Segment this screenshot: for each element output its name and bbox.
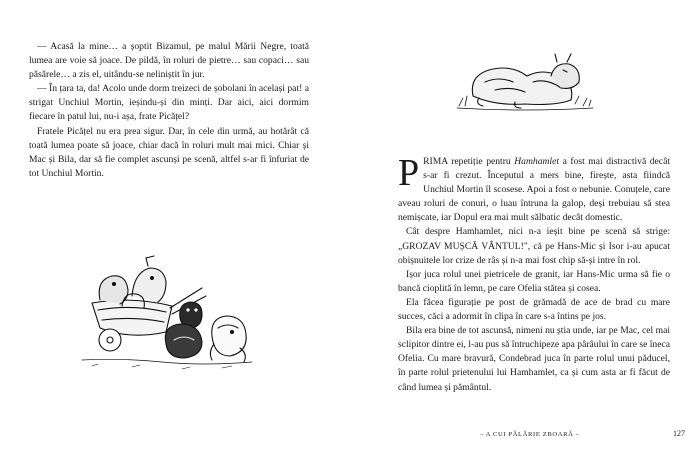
play-title-italic: Hamhamlet xyxy=(514,156,560,167)
running-title: – A CUI PĂLĂRIE ZBOARĂ – xyxy=(480,431,580,438)
wheelbarrow-illustration xyxy=(62,248,262,378)
drop-cap: P xyxy=(398,152,420,194)
right-page xyxy=(350,0,700,469)
right-paragraph-4: Ela făcea figurație pe post de grămadă de ace de brad cu mare succes, căci a adormit în clipa în care s-a întins pe jos. xyxy=(398,296,670,323)
left-paragraph-1: — Acasă la mine… a șoptit Bizamul, pe malul Mării Negre, toată lumea are voie să joace. De pildă, în roluri de pietre… sau copaci… sau păsărele… a zis el, uitându-se neliniștit în jur. xyxy=(29,41,309,81)
page-number: 127 xyxy=(673,429,685,438)
right-page-text xyxy=(398,152,671,395)
first-paragraph-rest: a fost mai distractivă decât s-ar fi crezut. Începutul a mers bine, firește, asta fiindcă Unchiul Mortin îl scosese. Apoi a fost o nebunie. Conuțele, care aveau roluri de conuri, o luau întruna la galop, deși trebuiau să stea nemișcate, iar Dopul era mai mult sălbatic decât domestic. xyxy=(398,156,670,224)
right-paragraph-5: Bila era bine de tot ascunsă, nimeni nu știa unde, iar pe Mac, cel mai sclipitor dintre ei, l-au pus să întruchipeze apa pârâului în care se îneca Ofelia. Cu mare bravură, Condebrad juca în parte rolul unui păducel, în parte rolul prietenului lui Hamhamlet, ca și cum asta ar fi făcut de când lumea și pământul. xyxy=(398,325,671,393)
left-paragraph-3: Fratele Picățel nu era prea sigur. Dar, în cele din urmă, au hotărât că toată lumea poate să joace, chiar dacă în roluri mult mai mici. Chiar și Mac și Bila, dar să fie complet ascunși pe scenă, altfel s-ar fi înfuriat de tot Unchiul Mortin. xyxy=(29,125,309,179)
sleeping-animal-sketch xyxy=(455,46,595,116)
right-paragraph-3: Ișor juca rolul unei pietricele de granit, iar Hans-Mic urma să fie o bancă cioplită în lemn, pe care Ofelia stătea și cosea. xyxy=(398,268,670,294)
sleeping-animal-illustration xyxy=(455,46,595,116)
right-paragraph-2: Cât despre Hamhamlet, nici n-a ieșit bine pe scenă să strige: „GROZAV MUȘCĂ VÂNTUL!", că pe Hans-Mic și Isor i-au apucat obișnuitele lor crize de râs și n-a mai fost chip să-și intre în rol. xyxy=(398,226,670,266)
first-paragraph-lead: RIMA repetiție pentru xyxy=(423,156,515,167)
left-page-text xyxy=(29,40,309,181)
wheelbarrow-sketch xyxy=(62,248,262,378)
right-paragraph-1 xyxy=(398,152,670,225)
left-paragraph-2: — În țara ta, da! Acolo unde dorm treizeci de șobolani în același pat! a strigat Unchiul Mortin, ieșindu-și din minți. Dar aici, aici dormim fiecare în patul lui, nu-i așa, frate Picățel? xyxy=(29,83,309,123)
